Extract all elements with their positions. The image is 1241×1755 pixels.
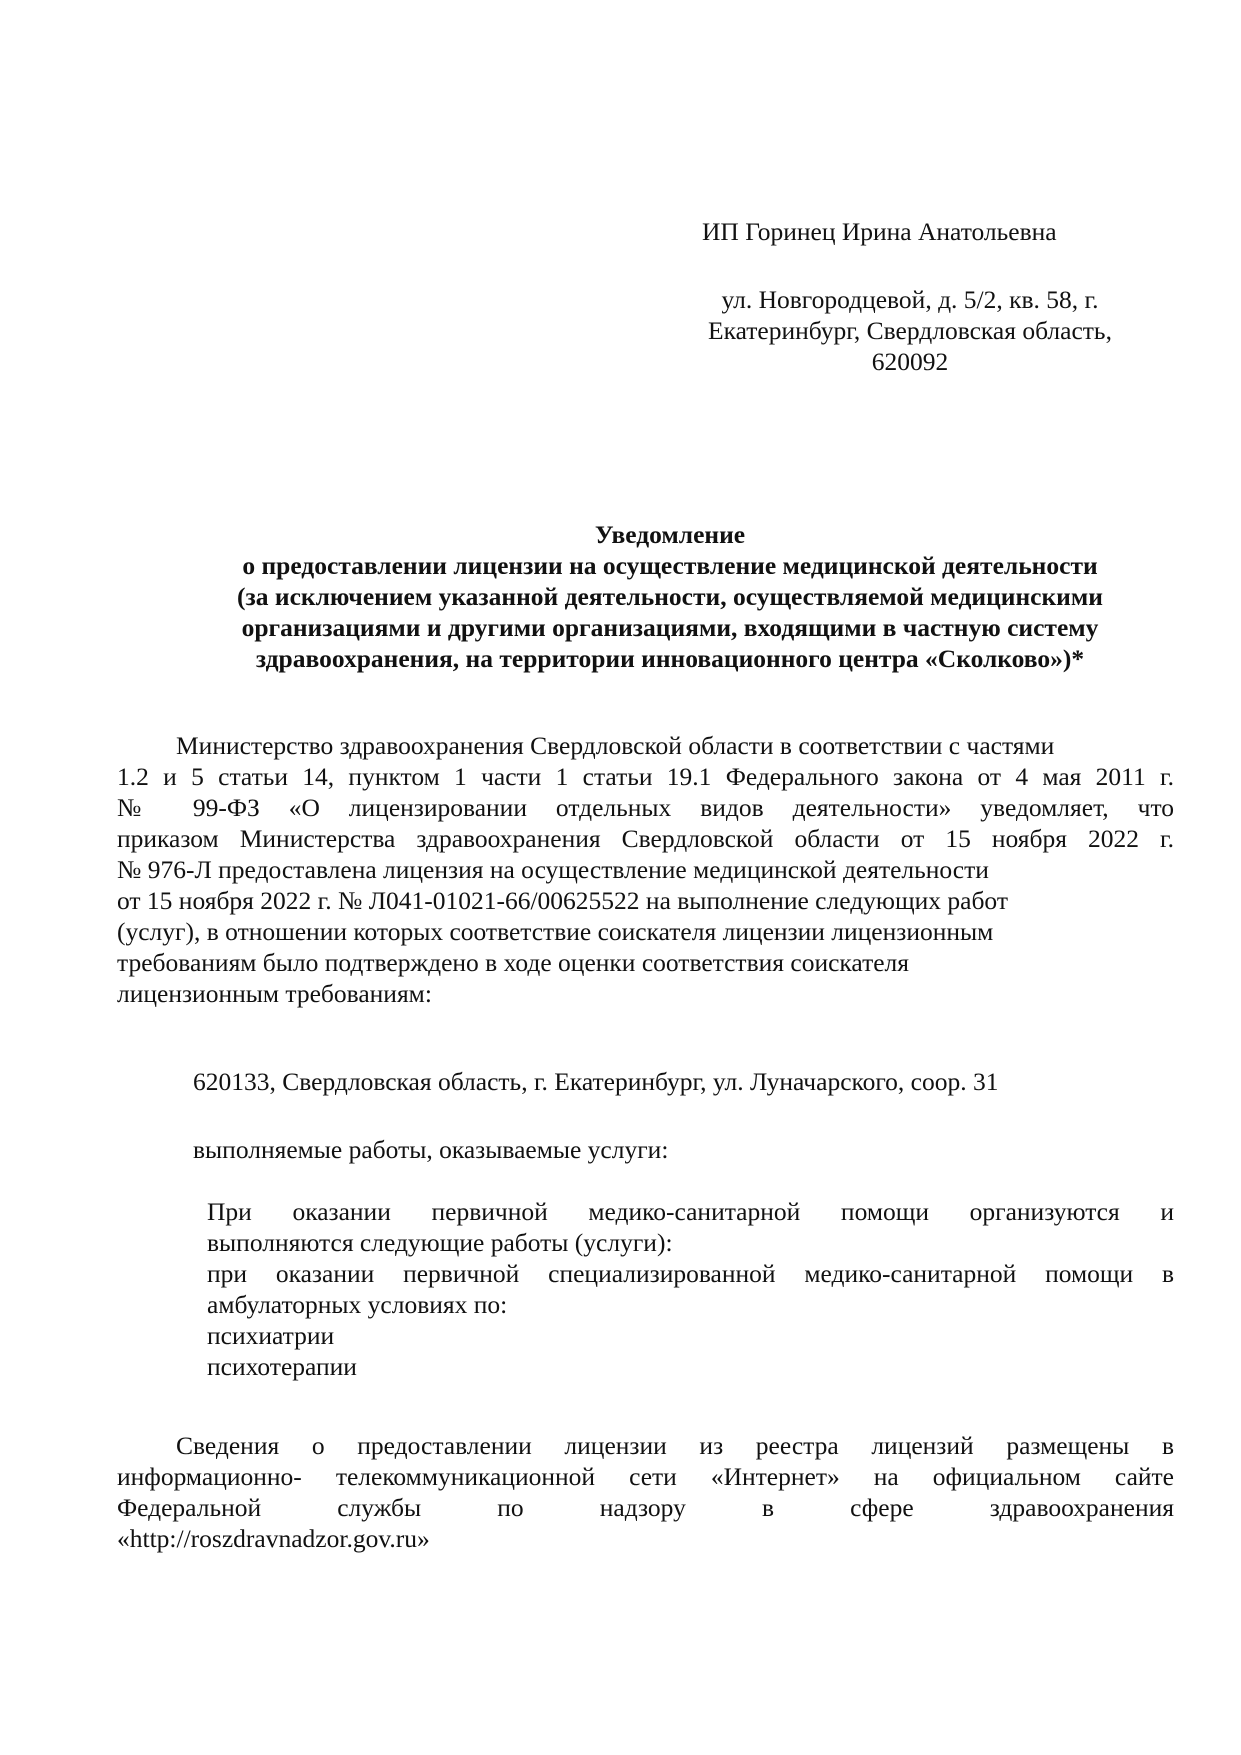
paragraph-line: приказом Министерства здравоохранения Свердловской области от 15 ноября 2022 г.: [117, 824, 1174, 853]
paragraph-line: (услуг), в отношении которых соответствие соискателя лицензии лицензионным: [117, 917, 994, 946]
title-line: (за исключением указанной деятельности, осуществляемой медицинскими: [237, 582, 1103, 611]
paragraph-line: «http://roszdravnadzor.gov.ru»: [117, 1524, 430, 1553]
works-line: при оказании первичной специализированной медико-санитарной помощи в: [207, 1259, 1174, 1288]
paragraph-line: 1.2 и 5 статьи 14, пунктом 1 части 1 статьи 19.1 Федерального закона от 4 мая 2011 г.: [117, 762, 1174, 791]
paragraph-line: Министерство здравоохранения Свердловской области в соответствии с частями: [176, 731, 1055, 760]
title-line: о предоставлении лицензии на осуществление медицинской деятельности: [242, 551, 1098, 580]
paragraph-line: информационно- телекоммуникационной сети «Интернет» на официальном сайте: [117, 1462, 1174, 1491]
addressee-address: [650, 284, 1170, 377]
paragraph-line: от 15 ноября 2022 г. № Л041-01021-66/00625522 на выполнение следующих работ: [117, 886, 1008, 915]
main-paragraph: [117, 730, 1174, 1009]
paragraph-line: требованиям было подтверждено в ходе оценки соответствия соискателя: [117, 948, 909, 977]
addressee-name: ИП Горинец Ирина Анатольевна: [702, 217, 1057, 246]
works-list: [207, 1196, 1174, 1382]
title-line: здравоохранения, на территории инновационного центра «Сколково»)*: [255, 644, 1085, 673]
works-line: амбулаторных условиях по:: [207, 1290, 508, 1319]
activity-address: 620133, Свердловская область, г. Екатеринбург, ул. Луначарского, соор. 31: [193, 1067, 999, 1096]
paragraph-line: Сведения о предоставлении лицензии из реестра лицензий размещены в: [176, 1431, 1174, 1460]
works-heading: выполняемые работы, оказываемые услуги:: [193, 1135, 669, 1164]
works-line: психиатрии: [207, 1321, 335, 1350]
address-line: 620092: [871, 347, 949, 376]
works-line: психотерапии: [207, 1352, 357, 1381]
works-line: выполняются следующие работы (услуги):: [207, 1228, 673, 1257]
address-line: ул. Новгородцевой, д. 5/2, кв. 58, г.: [721, 285, 1099, 314]
works-line: При оказании первичной медико-санитарной помощи организуются и: [207, 1197, 1174, 1226]
paragraph-line: № 99-ФЗ «О лицензировании отдельных видов деятельности» уведомляет, что: [117, 793, 1174, 822]
registry-paragraph: [117, 1430, 1174, 1554]
notification-title: [140, 519, 1200, 674]
title-line: Уведомление: [594, 520, 746, 549]
address-line: Екатеринбург, Свердловская область,: [708, 316, 1112, 345]
paragraph-line: лицензионным требованиям:: [117, 979, 432, 1008]
paragraph-line: Федеральной службы по надзору в сфере здравоохранения: [117, 1493, 1174, 1522]
title-line: организациями и другими организациями, входящими в частную систему: [241, 613, 1099, 642]
paragraph-line: № 976-Л предоставлена лицензия на осуществление медицинской деятельности: [117, 855, 989, 884]
